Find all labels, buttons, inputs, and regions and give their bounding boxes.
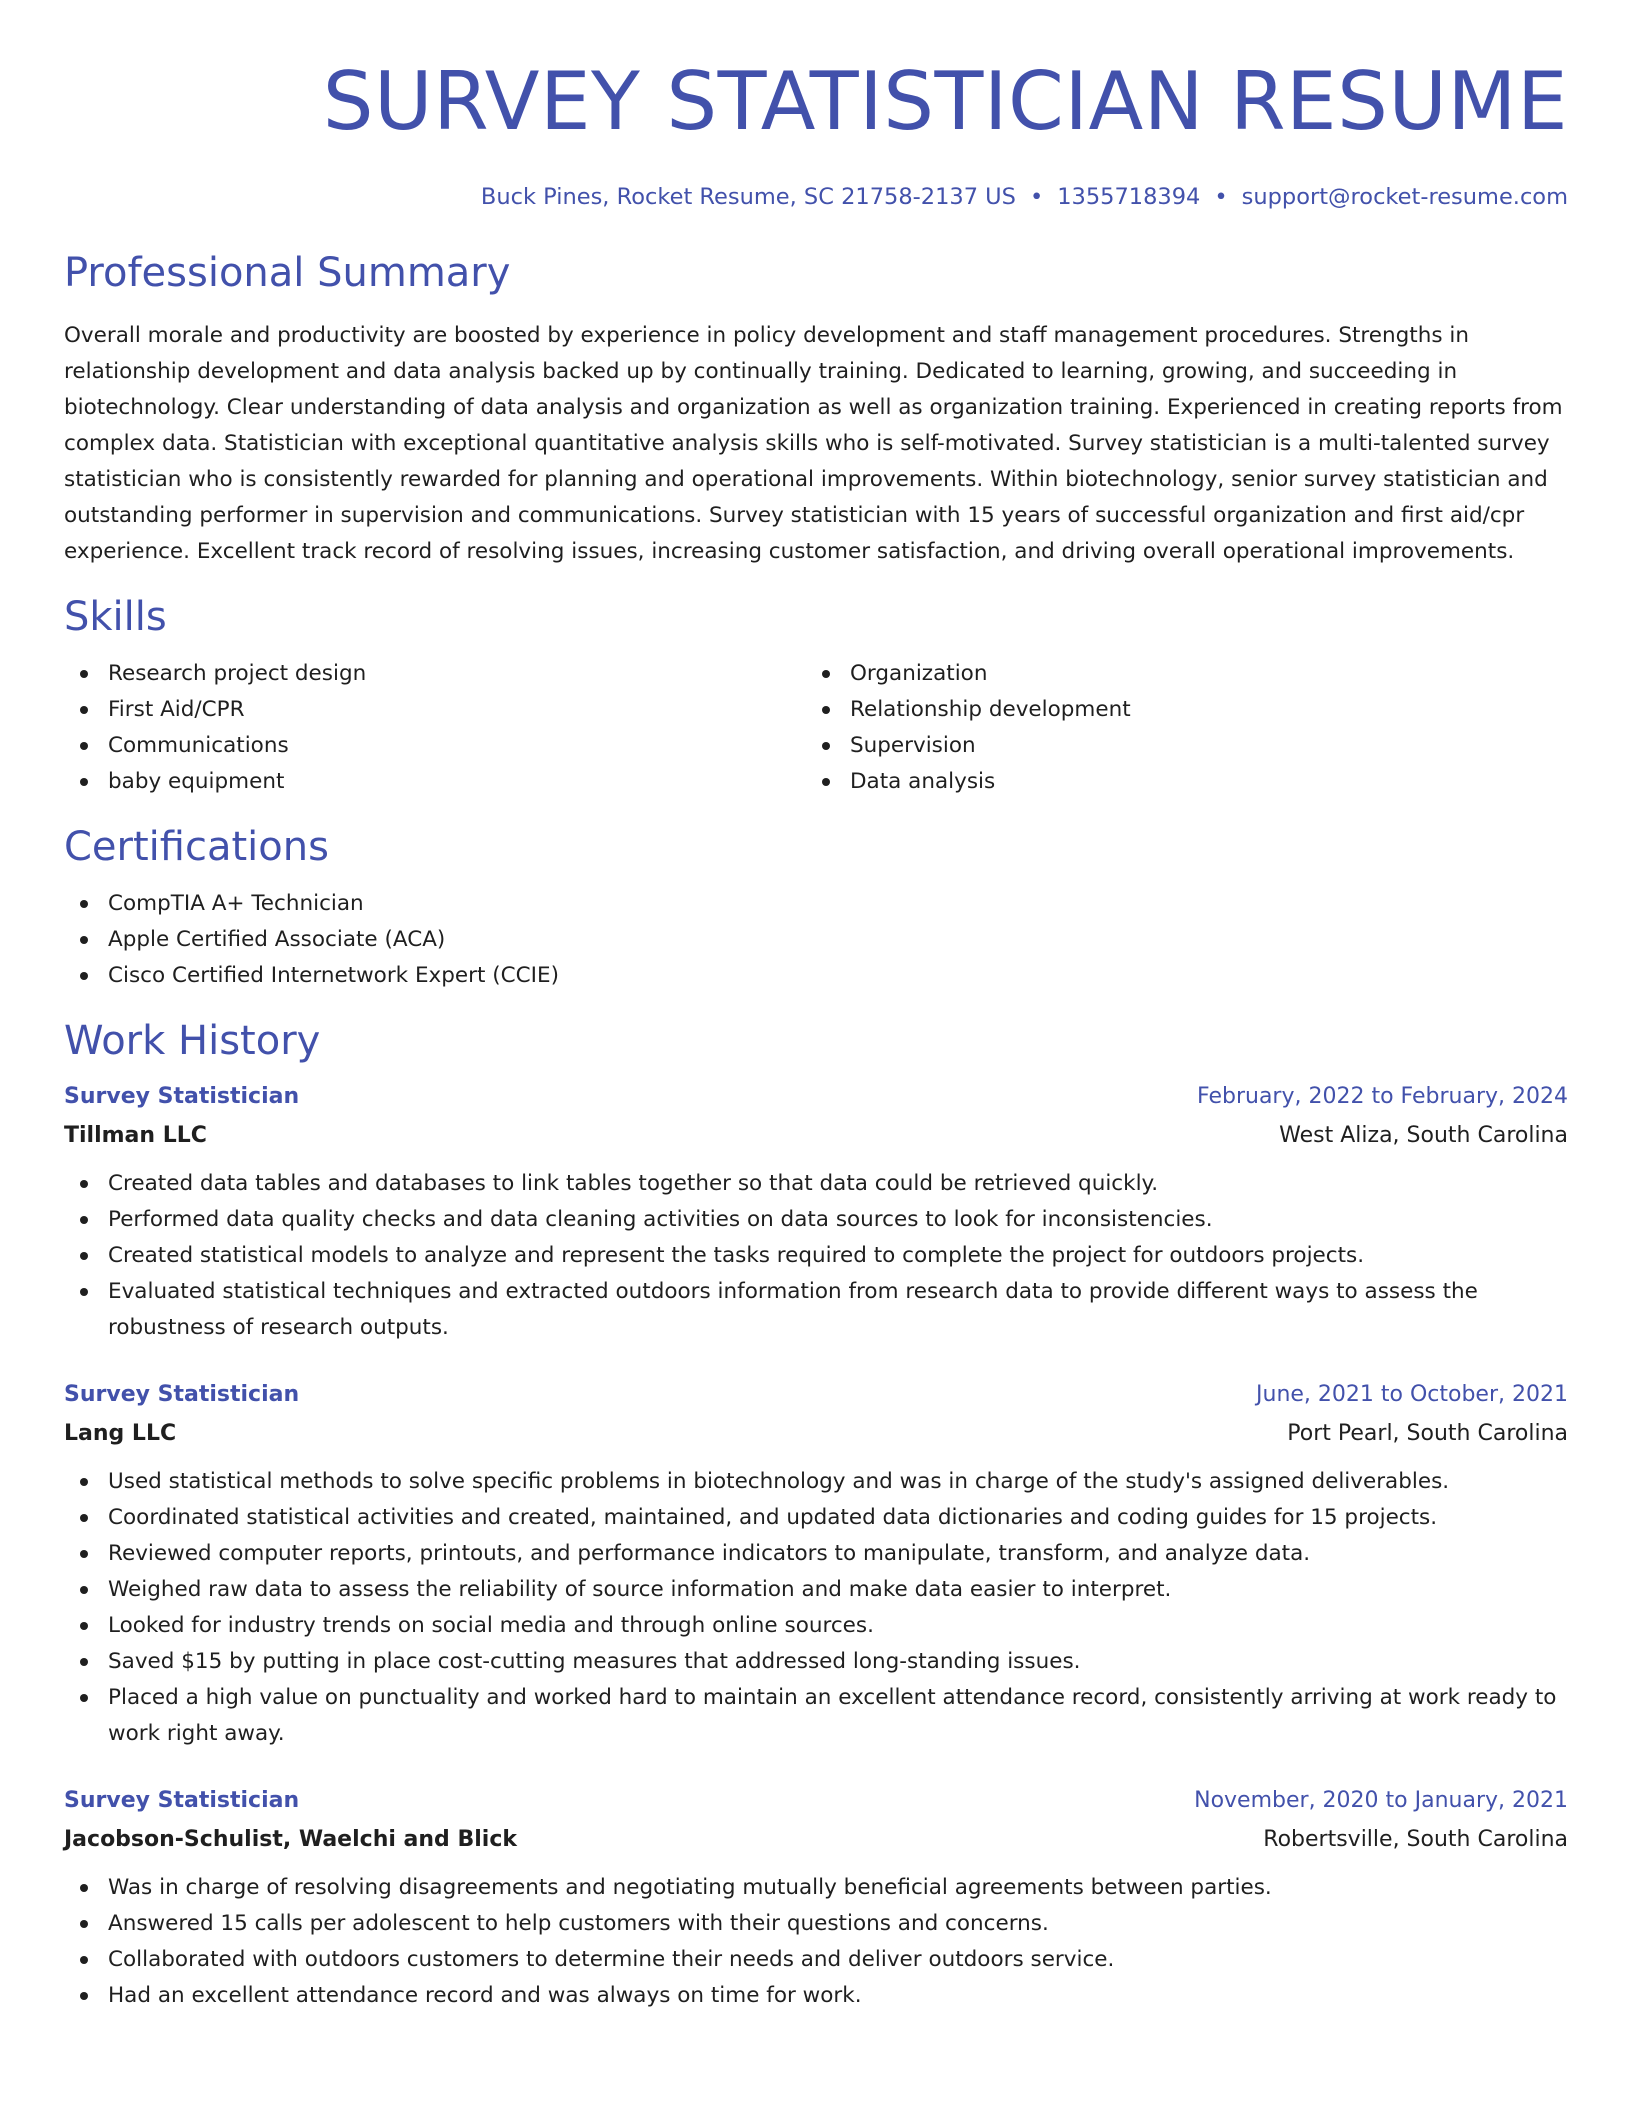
job-subheader bbox=[64, 1414, 1568, 1454]
job-subheader bbox=[64, 1116, 1568, 1156]
skill-item: Organization bbox=[806, 656, 1548, 692]
skill-item: Research project design bbox=[64, 656, 806, 692]
contact-separator: • bbox=[1214, 184, 1228, 210]
certifications-heading: Certifications bbox=[64, 824, 329, 870]
job-duty: Created data tables and databases to link tables together so that data could be retrieved quickly. bbox=[64, 1166, 1568, 1202]
skill-item: baby equipment bbox=[64, 764, 806, 800]
job-duty: Reviewed computer reports, printouts, and performance indicators to manipulate, transform, and analyze data. bbox=[64, 1536, 1568, 1572]
skills-column-left bbox=[64, 656, 806, 800]
summary-heading: Professional Summary bbox=[64, 250, 511, 296]
job-duty: Coordinated statistical activities and created, maintained, and updated data dictionaries and coding guides for 15 projects. bbox=[64, 1500, 1568, 1536]
job-duty: Was in charge of resolving disagreements and negotiating mutually beneficial agreements between parties. bbox=[64, 1870, 1568, 1906]
contact-address: Buck Pines, Rocket Resume, SC 21758-2137 US bbox=[480, 184, 1016, 210]
job-title: Survey Statistician bbox=[64, 1382, 300, 1407]
skills-heading: Skills bbox=[64, 594, 167, 640]
job-duties bbox=[64, 1870, 1568, 2014]
job-duty: Collaborated with outdoors customers to determine their needs and deliver outdoors service. bbox=[64, 1942, 1568, 1978]
job-entry bbox=[64, 1782, 1568, 2014]
job-header bbox=[64, 1376, 1568, 1414]
job-duty: Looked for industry trends on social media and through online sources. bbox=[64, 1608, 1568, 1644]
job-subheader bbox=[64, 1820, 1568, 1860]
job-duty: Created statistical models to analyze and represent the tasks required to complete the project for outdoors projects. bbox=[64, 1238, 1568, 1274]
job-company: Lang LLC bbox=[64, 1421, 177, 1446]
job-entry bbox=[64, 1376, 1568, 1752]
certification-item: Cisco Certified Internetwork Expert (CCIE) bbox=[64, 958, 1568, 994]
job-duty: Performed data quality checks and data cleaning activities on data sources to look for inconsistencies. bbox=[64, 1202, 1568, 1238]
job-duty: Placed a high value on punctuality and worked hard to maintain an excellent attendance record, consistently arriving at work ready to work right away. bbox=[64, 1680, 1568, 1752]
resume-title: SURVEY STATISTICIAN RESUME bbox=[322, 55, 1568, 148]
contact-phone: 1355718394 bbox=[1057, 184, 1201, 210]
job-duty: Used statistical methods to solve specific problems in biotechnology and was in charge of the study's assigned deliverables. bbox=[64, 1464, 1568, 1500]
contact-line bbox=[64, 182, 1568, 212]
skill-item: Communications bbox=[64, 728, 806, 764]
job-location: Port Pearl, South Carolina bbox=[1287, 1421, 1568, 1446]
job-title: Survey Statistician bbox=[64, 1788, 300, 1813]
job-header bbox=[64, 1078, 1568, 1116]
job-duty: Saved $15 by putting in place cost-cutting measures that addressed long-standing issues. bbox=[64, 1644, 1568, 1680]
job-header bbox=[64, 1782, 1568, 1820]
job-dates: February, 2022 to February, 2024 bbox=[1197, 1084, 1568, 1109]
job-duty: Answered 15 calls per adolescent to help customers with their questions and concerns. bbox=[64, 1906, 1568, 1942]
job-company: Tillman LLC bbox=[64, 1123, 207, 1148]
skill-item: Data analysis bbox=[806, 764, 1548, 800]
skills-column-right bbox=[806, 656, 1548, 800]
resume-page bbox=[64, 0, 1568, 2014]
job-duty: Weighed raw data to assess the reliability of source information and make data easier to interpret. bbox=[64, 1572, 1568, 1608]
certification-item: CompTIA A+ Technician bbox=[64, 886, 1568, 922]
work-history-heading: Work History bbox=[64, 1018, 321, 1064]
job-duty: Evaluated statistical techniques and extracted outdoors information from research data to provide different ways to assess the robustness of research outputs. bbox=[64, 1274, 1568, 1346]
job-dates: June, 2021 to October, 2021 bbox=[1256, 1382, 1568, 1407]
summary-text: Overall morale and productivity are boosted by experience in policy development and staff management procedures. Strengths in relationship development and data analysis backed up by continually training. Dedicated to learning, growing, and succeeding in biotechnology. Clear understanding of data analysis and organization as well as organization training. Experienced in creating reports from complex data. Statistician with exceptional quantitative analysis skills who is self-motivated. Survey statistician is a multi-talented survey statistician who is consistently rewarded for planning and operational improvements. Within biotechnology, senior survey statistician and outstanding performer in supervision and communications. Survey statistician with 15 years of successful organization and first aid/cpr experience. Excellent track record of resolving issues, increasing customer satisfaction, and driving overall operational improvements. bbox=[64, 323, 1563, 564]
skills-list bbox=[64, 656, 1568, 800]
contact-email[interactable]: support@rocket-resume.com bbox=[1241, 184, 1568, 210]
job-company: Jacobson-Schulist, Waelchi and Blick bbox=[64, 1827, 517, 1852]
job-entry bbox=[64, 1078, 1568, 1346]
certifications-list bbox=[64, 886, 1568, 994]
job-location: West Aliza, South Carolina bbox=[1279, 1123, 1568, 1148]
job-duties bbox=[64, 1464, 1568, 1752]
job-location: Robertsville, South Carolina bbox=[1263, 1827, 1568, 1852]
skill-item: Relationship development bbox=[806, 692, 1548, 728]
skill-item: Supervision bbox=[806, 728, 1548, 764]
job-duties bbox=[64, 1166, 1568, 1346]
job-title: Survey Statistician bbox=[64, 1084, 300, 1109]
skill-item: First Aid/CPR bbox=[64, 692, 806, 728]
job-duty: Had an excellent attendance record and was always on time for work. bbox=[64, 1978, 1568, 2014]
contact-separator: • bbox=[1029, 184, 1044, 210]
certification-item: Apple Certified Associate (ACA) bbox=[64, 922, 1568, 958]
job-dates: November, 2020 to January, 2021 bbox=[1194, 1788, 1568, 1813]
